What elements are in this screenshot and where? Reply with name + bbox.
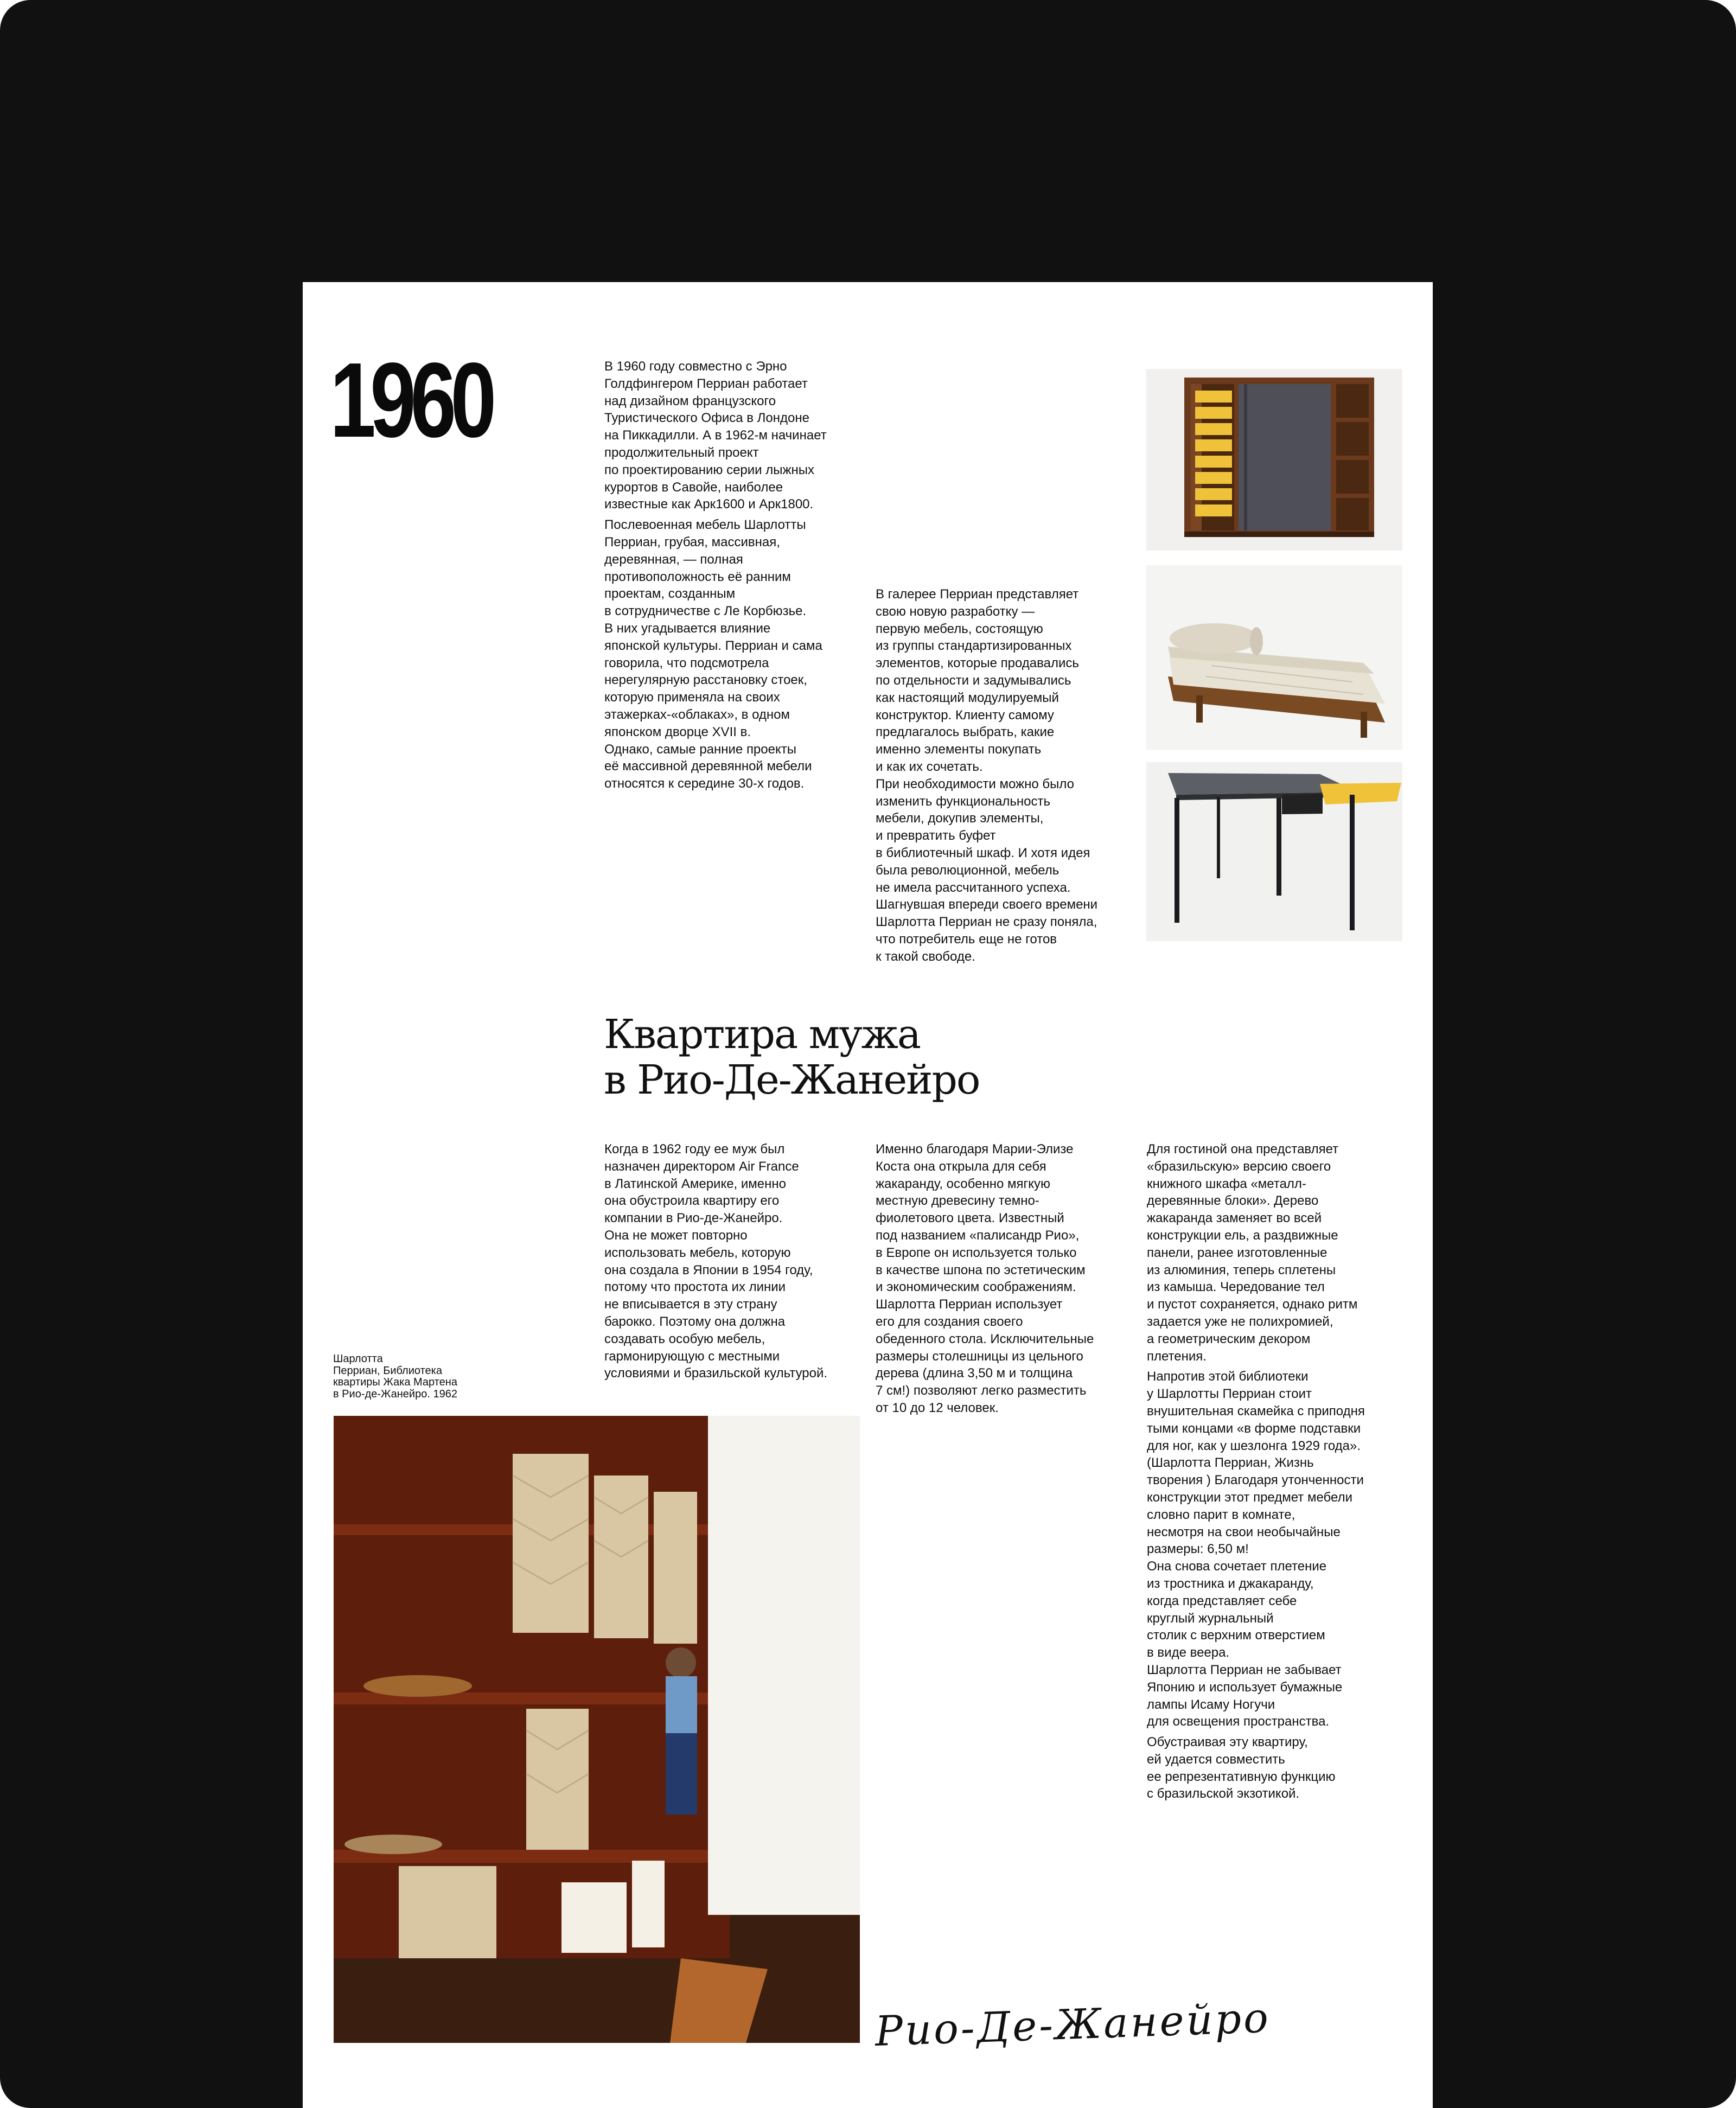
section2-paragraph-3a: Для гостиной она представляет «бразильскую» версию своего книжного шкафа «металл- деревянные блоки». Дерево жакаранда заменяет во всей конструкции ель, а раздвижные панели, ранее изготовленные из алюминия, теперь сплетены из камыша. Чередование тел и пустот сохраняется, однако ритм задается уже не полихромией, а геометрическим декором плетения. xyxy=(1147,1142,1358,1364)
section2-column-3 xyxy=(1147,1141,1418,1806)
photo-caption: Шарлотта Перриан, Библиотека квартиры Жака Мартена в Рио-де-Жанейро. 1962 xyxy=(333,1353,457,1400)
section-heading: Квартира мужа в Рио-Де-Жанейро xyxy=(604,1011,980,1103)
desk-photo xyxy=(1146,762,1402,941)
intro-paragraph-2: Послевоенная мебель Шарлотты Перриан, грубая, массивная, деревянная, — полная противоположность её ранним проектам, созданным в сотрудничестве с Ле Корбюзье. В них угадывается влияние японской культуры. Перриан и сама говорила, что подсмотрела нерегулярную расстановку стоек, которую применяла на своих этажерках-«облаках», в одном японском дворце XVII в. Однако, самые ранние проекты её массивной деревянной мебели относятся к середине 30-х годов. xyxy=(604,518,822,791)
article-page xyxy=(303,282,1433,2108)
section2-paragraph-2: Именно благодаря Марии-Элизе Коста она открыла для себя жакаранду, особенно мягкую местную древесину темно- фиолетового цвета. Известный под названием «палисандр Рио», в Европе он используется только в качестве шпона по эстетическим и экономическим соображениям. Шарлотта Перриан использует его для создания своего обеденного стола. Исключительные размеры столешницы из цельного дерева (длина 3,50 м и толщина 7 см!) позволяют легко разместить от 10 до 12 человек. xyxy=(876,1142,1094,1415)
intro-paragraph-1: В 1960 году совместно с Эрно Голдфингером Перриан работает над дизайном французского Туристического Офиса в Лондоне на Пиккадилли. А в 1962-м начинает продолжительный проект по проектированию серии лыжных курортов в Савойе, наиболее известные как Арк1600 и Арк1800. xyxy=(604,359,827,512)
cabinet-photo xyxy=(1146,369,1402,551)
section2-column-1 xyxy=(604,1141,870,1385)
daybed-photo xyxy=(1146,565,1402,750)
city-signature: Рио-Де-Жанейро xyxy=(874,1993,1272,2055)
section2-paragraph-3c: Обустраивая эту квартиру, ей удается совместить ее репрезентативную функцию с бразильской экзотикой. xyxy=(1147,1735,1336,1802)
year-heading: 1960 xyxy=(330,341,491,459)
section2-paragraph-1: Когда в 1962 году ее муж был назначен директором Air France в Латинской Америке, именно она обустроила квартиру его компании в Рио-де-Жанейро. Она не может повторно использовать мебель, которую она создала в Японии в 1954 году, потому что простота их линии не вписывается в эту страну барокко. Поэтому она должна создавать особую мебель, гармонирующую с местными условиями и бразильской культурой. xyxy=(604,1142,828,1381)
library-photo xyxy=(334,1416,860,2043)
section2-column-2 xyxy=(876,1141,1141,1420)
gallery-column xyxy=(876,586,1147,969)
intro-column xyxy=(604,358,865,796)
gallery-paragraph: В галерее Перриан представляет свою новую разработку — первую мебель, состоящую из группы стандартизированных элементов, которые продавались по отдельности и задумывались как настоящий модулируемый конструктор. Клиенту самому предлагалось выбрать, какие именно элементы покупать и как их сочетать. При необходимости можно было изменить функциональность мебели, докупив элементы, и превратить буфет в библиотечный шкаф. И хотя идея была революционной, мебель не имела рассчитанного успеха. Шагнувшая впереди своего времени Шарлотта Перриан не сразу поняла, что потребитель еще не готов к такой свободе. xyxy=(876,587,1098,964)
section2-paragraph-3b: Напротив этой библиотеки у Шарлотты Перриан стоит внушительная скамейка с приподня тыми концами «в форме подставки для ног, как у шезлонга 1929 года». (Шарлотта Перриан, Жизнь творения ) Благодаря утонченности конструкции этот предмет мебели словно парит в комнате, несмотря на свои необычайные размеры: 6,50 м! Она снова сочетает плетение из тростника и джакаранду, когда представляет себе круглый журнальный столик с верхним отверстием в виде веера. Шарлотта Перриан не забывает Японию и использует бумажные лампы Исаму Ногучи для освещения пространства. xyxy=(1147,1369,1365,1729)
